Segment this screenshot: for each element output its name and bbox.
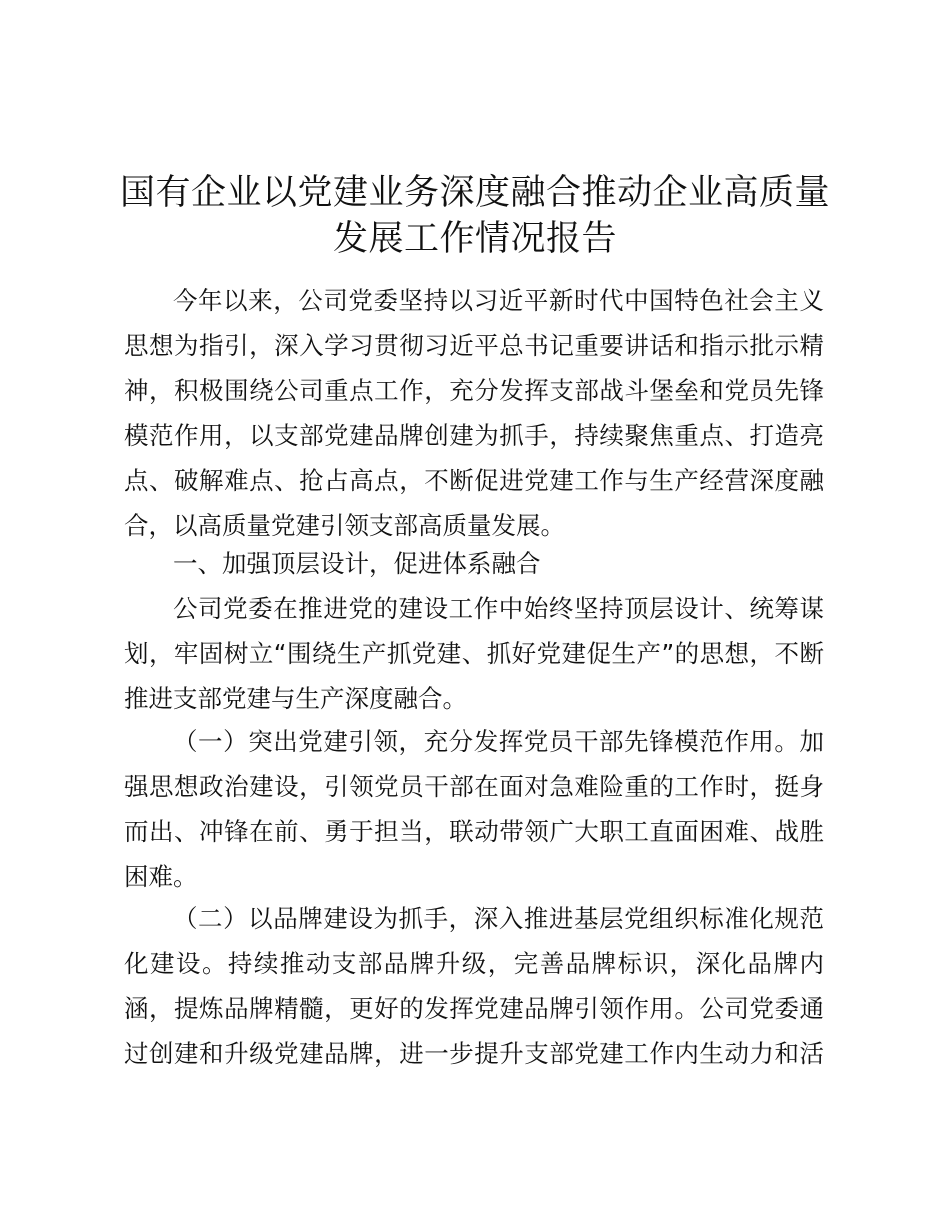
paragraph-line: 过创建和升级党建品牌，进一步提升支部党建工作内生动力和活: [124, 1039, 824, 1068]
paragraph-line: 思想为指引，深入学习贯彻习近平总书记重要讲话和指示批示精: [124, 331, 824, 360]
paragraph-line: 模范作用，以支部党建品牌创建为抓手，持续聚焦重点、打造亮: [124, 421, 824, 450]
paragraph-line: 困难。: [124, 862, 198, 891]
paragraph-line: 涵，提炼品牌精髓，更好的发挥党建品牌引领作用。公司党委通: [124, 994, 824, 1023]
paragraph-line: 今年以来，公司党委坚持以习近平新时代中国特色社会主义: [173, 286, 824, 315]
paragraph-line: 点、破解难点、抢占高点，不断促进党建工作与生产经营深度融: [124, 466, 824, 495]
paragraph-line: 推进支部党建与生产深度融合。: [124, 684, 467, 713]
document-title-line-2: 发展工作情况报告: [332, 219, 617, 259]
paragraph-line: 划，牢固树立“围绕生产抓党建、抓好党建促生产”的思想，不断: [124, 639, 824, 668]
paragraph-line: 神，积极围绕公司重点工作，充分发挥支部战斗堡垒和党员先锋: [124, 376, 824, 405]
paragraph-line: 强思想政治建设，引领党员干部在面对急难险重的工作时，挺身: [124, 772, 824, 801]
document-title-line-1: 国有企业以党建业务深度融合推动企业高质量: [120, 173, 831, 213]
section-heading: 一、加强顶层设计，促进体系融合: [173, 549, 541, 578]
paragraph-line: （一）突出党建引领，充分发挥党员干部先锋模范作用。加: [173, 727, 824, 756]
paragraph-line: 合，以高质量党建引领支部高质量发展。: [124, 511, 565, 540]
paragraph-line: 而出、冲锋在前、勇于担当，联动带领广大职工直面困难、战胜: [124, 817, 824, 846]
paragraph-line: 公司党委在推进党的建设工作中始终坚持顶层设计、统筹谋: [173, 594, 824, 623]
paragraph-line: 化建设。持续推动支部品牌升级，完善品牌标识，深化品牌内: [124, 949, 824, 978]
paragraph-line: （二）以品牌建设为抓手，深入推进基层党组织标准化规范: [173, 904, 824, 933]
